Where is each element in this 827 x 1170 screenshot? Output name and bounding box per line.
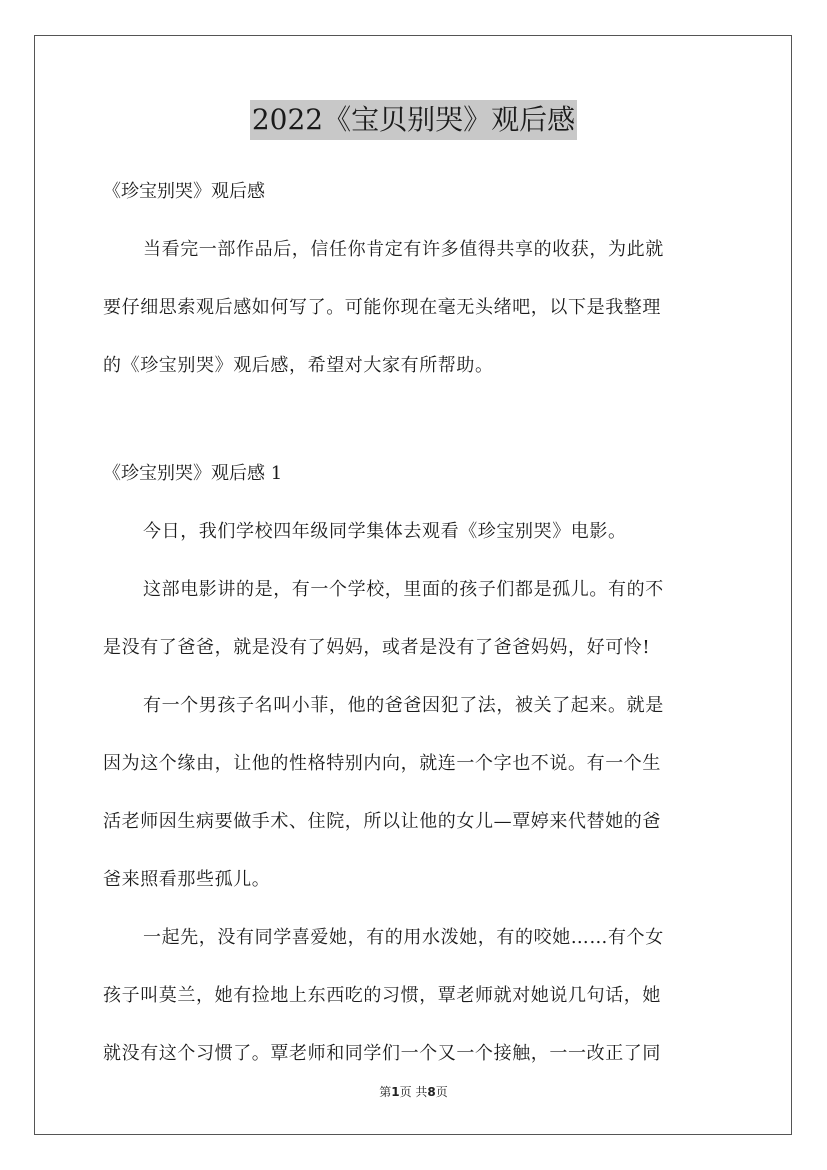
paragraph-line: 就没有这个习惯了。覃老师和同学们一个又一个接触，一一改正了同 bbox=[103, 1043, 661, 1064]
paragraph-line: 一起先，没有同学喜爱她，有的用水泼她，有的咬她……有个女 bbox=[143, 927, 664, 948]
paragraph-line: 是没有了爸爸，就是没有了妈妈，或者是没有了爸爸妈妈，好可怜! bbox=[103, 637, 651, 658]
footer-page-suffix: 页 bbox=[435, 1085, 448, 1099]
title-container bbox=[0, 100, 827, 140]
footer-page-total: 8 bbox=[427, 1085, 436, 1099]
paragraph-line: 活老师因生病要做手术、住院，所以让他的女儿—覃婷来代替她的爸 bbox=[103, 811, 661, 832]
paragraph-line: 因为这个缘由，让他的性格特别内向，就连一个字也不说。有一个生 bbox=[103, 753, 661, 774]
footer-page-current: 1 bbox=[391, 1085, 400, 1099]
section1-paragraph-3 bbox=[103, 677, 728, 909]
document-body bbox=[103, 163, 728, 1083]
paragraph-line: 的《珍宝别哭》观后感，希望对大家有所帮助。 bbox=[103, 355, 494, 376]
paragraph-line: 有一个男孩子名叫小菲，他的爸爸因犯了法，被关了起来。就是 bbox=[143, 695, 664, 716]
section1-paragraph-1 bbox=[103, 503, 728, 561]
section1-paragraph-2 bbox=[103, 561, 728, 677]
paragraph-line: 孩子叫莫兰，她有捡地上东西吃的习惯，覃老师就对她说几句话，她 bbox=[103, 985, 661, 1006]
section1-heading: 《珍宝别哭》观后感 1 bbox=[103, 463, 283, 484]
footer-page-prefix: 第 bbox=[379, 1085, 392, 1099]
section-spacer bbox=[103, 395, 728, 445]
document-title: 2022《宝贝别哭》观后感 bbox=[250, 100, 577, 140]
intro-paragraph bbox=[103, 221, 728, 395]
paragraph-line: 要仔细思索观后感如何写了。可能你现在毫无头绪吧，以下是我整理 bbox=[103, 297, 661, 318]
paragraph-line: 爸来照看那些孤儿。 bbox=[103, 869, 271, 890]
intro-heading: 《珍宝别哭》观后感 bbox=[103, 181, 265, 202]
section1-paragraph-4 bbox=[103, 909, 728, 1083]
paragraph-line: 当看完一部作品后，信任你肯定有许多值得共享的收获，为此就 bbox=[143, 239, 664, 260]
page-footer bbox=[0, 1083, 827, 1100]
paragraph-line: 今日，我们学校四年级同学集体去观看《珍宝别哭》电影。 bbox=[143, 521, 627, 542]
footer-page-mid: 页 共 bbox=[399, 1085, 428, 1099]
paragraph-line: 这部电影讲的是，有一个学校，里面的孩子们都是孤儿。有的不 bbox=[143, 579, 664, 600]
